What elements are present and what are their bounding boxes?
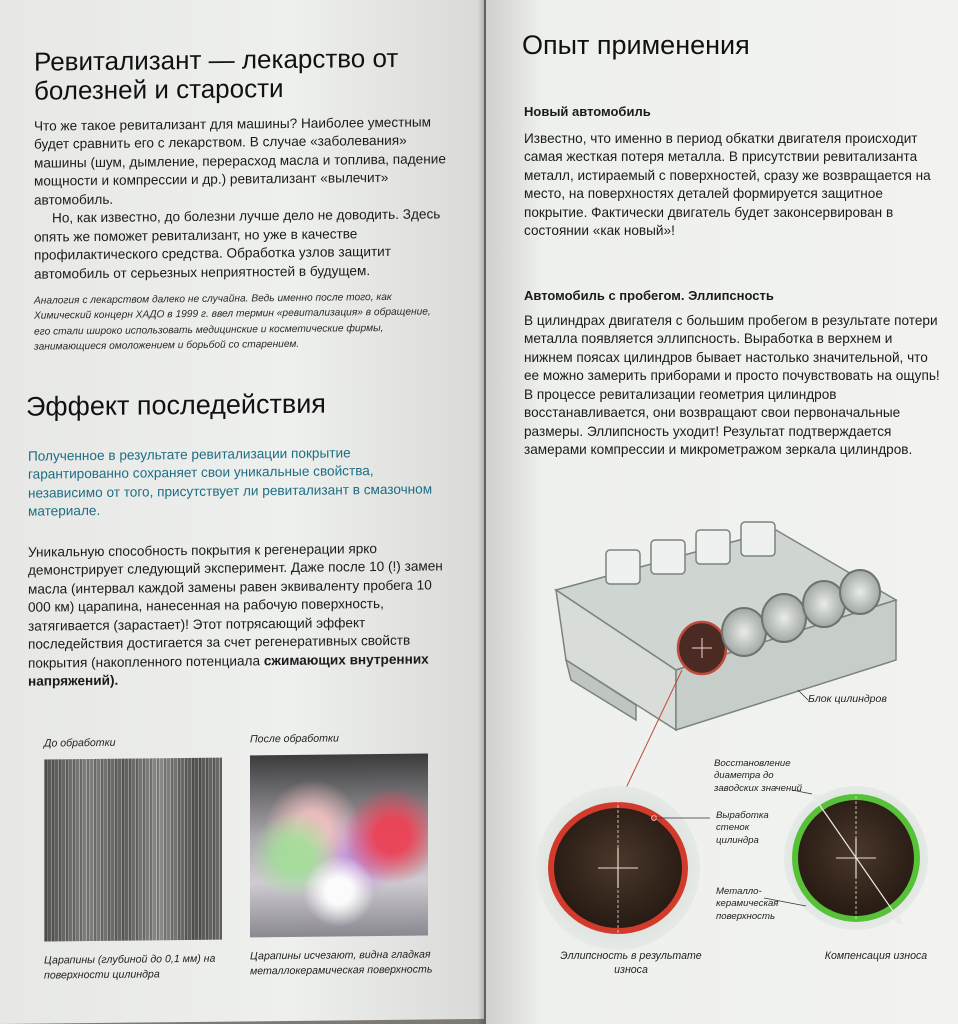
effect-heading: Эффект последействия [26,388,326,422]
experience-title: Опыт применения [522,30,750,60]
ellipse-wear-cylinder [536,786,710,950]
effect-body-text: Уникальную способность покрытия к регенерации ярко демонстрирует следующий эксперимент. Даже после 10 (!) замен масла (интервал каждой замены равен эквиваленту пробега 10 000 км) царапина, нанесенная на рабочую поверхность, затягивается (зарастает)! Этот потрясающий эффект последействия достигается за счет регенеративных свойств покрытия (накопленного потенциала [28,541,443,671]
effect-body-paragraph [28,539,452,691]
before-treatment-photo [44,758,222,942]
wall-wear-label: Выработка стенок цилиндра [716,810,769,846]
effect-bold-text: сжимающих внутренних напряжений). [28,651,429,690]
before-caption: Царапины (глубиной до 0,1 мм) на поверхности цилиндра [44,952,216,982]
effect-lead-paragraph: Полученное в результате ревитализации покрытие гарантированно сохраняет свои уникальные свойства, независимо от того, присутствует ли ревитализант в смазочном материале. [28,445,433,520]
compensation-caption: Компенсация износа [824,950,928,962]
new-car-paragraph: Известно, что именно в период обкатки двигателя происходит самая жесткая потеря металла. В присутствии ревитализанта металл, истираемый с поверхностей, сразу же возвращается на место, на поверхностях деталей формируется защитное покрытие. Фактически двигатель будет законсервирован в состоянии «как новый»! [524,131,931,239]
used-car-heading: Автомобиль с пробегом. Эллипсность [524,288,774,303]
ellipse-caption: Эллипсность в результате износа [560,950,702,976]
right-page [486,0,958,1024]
used-car-paragraph: В цилиндрах двигателя с большим пробегом в результате потери металла появляется эллипсность. Выработка в верхнем и нижнем поясах цилиндров бывает настолько значительной, что ее можно замерить приборами и просто почувствовать на ощупь! В процессе ревитализации геометрия цилиндров восстанавливается, они возвращают свои первоначальные размеры. Эллипсность уходит! Результат подтверждается замерами компрессии и микрометражом зеркала цилиндров. [524,313,940,458]
restore-diameter-label: Восстановление диаметра до заводских значений [714,758,802,794]
new-car-heading: Новый автомобиль [524,104,651,119]
before-label: До обработки [44,736,116,750]
after-label: После обработки [250,732,339,746]
intro-section [34,113,446,284]
analogy-note: Аналогия с лекарством далеко не случайна. Ведь именно после того, как Химический концерн ХАДО в 1999 г. ввел термин «ревитализация» в обращение, его стали широко использовать медицинские и косметические фирмы, занимающиеся омоложением и борьбой со старением. [34,292,431,353]
intro-paragraph-2: Но, как известно, до болезни лучше дело не доводить. Здесь опять же поможет ревитализант, но уже в качестве профилактического средства. Обработка узлов защитит автомобиль от серьезных неприятностей в будущем. [34,206,441,282]
cermet-surface-label: Металло-керамическая поверхность [716,886,779,922]
engine-block-label: Блок цилиндров [808,693,887,705]
after-treatment-photo [250,754,428,938]
intro-paragraph-1: Что же такое ревитализант для машины? Наиболее уместным будет сравнить его с лекарством. В случае «заболевания» машины (шум, дымление, перерасход масла и топлива, падение мощности и компрессии и др.) ревитализант «вылечит» автомобиль. [34,114,446,208]
after-caption: Царапины исчезают, видна гладкая металлокерамическая поверхность [250,948,433,978]
page-title: Ревитализант — лекарство от болезней и старости [34,42,399,106]
